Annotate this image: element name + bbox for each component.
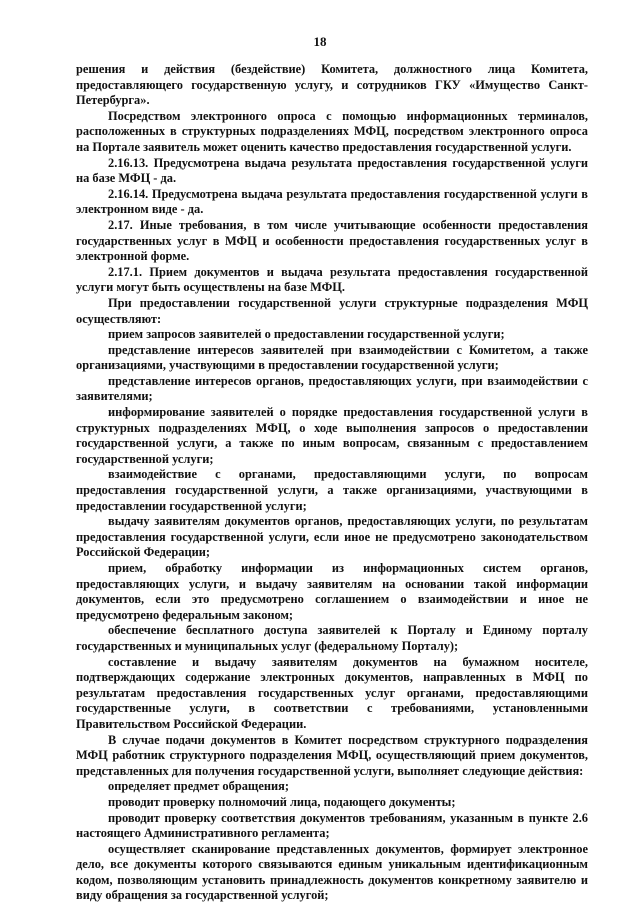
paragraph: осуществляет сканирование представленных документов, формирует электронное дело, все документы которого связываются единым уникальным идентификационным кодом, позволяющим установить принадлежность документов конкретному заявителю и виду обращения за государственной услугой; [76,841,588,903]
paragraph: 2.16.14. Предусмотрена выдача результата предоставления государственной услуги в электронном виде - да. [76,186,588,217]
paragraph: прием запросов заявителей о предоставлении государственной услуги; [108,327,505,342]
paragraph: решения и действия (бездействие) Комитета, должностного лица Комитета, предоставляющего государственную услугу, и сотрудников ГКУ «Имущество Санкт-Петербурга». [76,62,588,108]
paragraph: составление и выдачу заявителям документов на бумажном носителе, подтверждающих содержание электронных документов, направленных в МФЦ по результатам предоставления государственных услуг органами, предоставляющими государственные услуги, в соответствии с требованиями, установленными Правительством Российской Федерации. [76,654,588,731]
paragraph: представление интересов органов, предоставляющих услуги, при взаимодействии с заявителями; [76,373,588,404]
paragraph: выдачу заявителям документов органов, предоставляющих услуги, по результатам предоставления государственной услуги, если иное не предусмотрено законодательством Российской Федерации; [76,514,588,560]
paragraph: проводит проверку полномочий лица, подающего документы; [108,794,456,809]
paragraph: При предоставлении государственной услуги структурные подразделения МФЦ осуществляют: [76,295,588,326]
page-number: 18 [313,34,327,49]
paragraph: проводит проверку соответствия документов требованиям, указанным в пункте 2.6 настоящего Административного регламента; [76,810,588,841]
paragraph: 2.17.1. Прием документов и выдача результата предоставления государственной услуги могут быть осуществлены на базе МФЦ. [76,264,588,295]
document-body [76,62,588,904]
paragraph: определяет предмет обращения; [108,779,289,794]
paragraph: обеспечение бесплатного доступа заявителей к Порталу и Единому порталу государственных и муниципальных услуг (федеральному Порталу); [76,623,588,653]
paragraph: 2.17. Иные требования, в том числе учитывающие особенности предоставления государственных услуг в МФЦ и особенности предоставления государственных услуг в электронной форме. [76,217,588,264]
paragraph: представление интересов заявителей при взаимодействии с Комитетом, а также организациями, участвующими в предоставлении государственной услуги; [76,342,588,373]
paragraph: В случае подачи документов в Комитет посредством структурного подразделения МФЦ работник структурного подразделения МФЦ, осуществляющий прием документов, представленных для получения государственной услуги, выполняет следующие действия: [76,732,588,778]
paragraph: взаимодействие с органами, предоставляющими услуги, по вопросам предоставления государственной услуги, а также организациями, участвующими в предоставлении государственной услуги; [76,467,588,513]
paragraph: Посредством электронного опроса с помощью информационных терминалов, расположенных в структурных подразделениях МФЦ, посредством электронного опроса на Портале заявитель может оценить качество предоставления государственной услуги. [76,108,588,154]
paragraph: 2.16.13. Предусмотрена выдача результата предоставления государственной услуги на базе МФЦ - да. [76,155,588,186]
paragraph: информирование заявителей о порядке предоставления государственной услуги в структурных подразделениях МФЦ, о ходе выполнения запросов о предоставлении государственной услуги, а также по иным вопросам, связанным с предоставлением государственной услуги; [76,405,588,466]
paragraph: прием, обработку информации из информационных систем органов, предоставляющих услуги, и выдачу заявителям на основании такой информации документов, если это предусмотрено соглашением о взаимодействии и иное не предусмотрено федеральным законом; [76,561,588,622]
